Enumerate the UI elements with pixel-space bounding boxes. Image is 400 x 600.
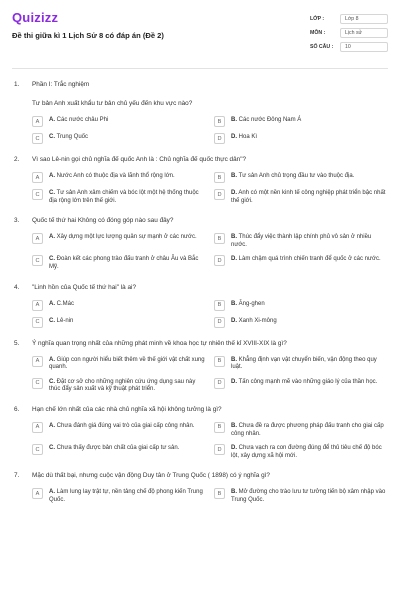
option-text	[49, 255, 206, 271]
option-d[interactable]	[214, 255, 388, 271]
option-body: Trung Quốc	[56, 134, 89, 140]
option-text	[49, 133, 88, 142]
meta-value-subject[interactable]: Lịch sử	[340, 28, 388, 38]
option-body: Mở đường cho trào lưu tư tưởng tiến bộ xâm nhập vào Trung Quốc.	[231, 489, 386, 503]
header-divider	[12, 68, 388, 69]
question-3	[12, 217, 388, 271]
option-body: Chưa vạch ra con đường đúng để thủ tiêu chế độ bóc lột, xây dựng xã hội mới.	[231, 445, 382, 459]
option-text	[231, 317, 277, 326]
option-label: B.	[231, 356, 237, 363]
option-label: D.	[231, 134, 237, 140]
option-letter-badge: D	[214, 378, 225, 389]
option-a[interactable]	[32, 488, 206, 504]
option-body: Chưa thấy được bản chất của giai cấp tư sản.	[56, 445, 180, 452]
quizizz-logo: Quizizz	[12, 10, 59, 25]
option-letter-badge: C	[32, 133, 43, 144]
meta-row-count	[310, 40, 388, 54]
option-label: C.	[49, 317, 55, 324]
option-text	[231, 116, 301, 125]
option-label: D.	[231, 378, 237, 385]
question-text: "Linh hồn của Quốc tế thứ hai" là ai?	[32, 283, 137, 291]
question-2	[12, 156, 388, 205]
question-1	[12, 81, 388, 144]
options-grid	[32, 488, 388, 504]
question-body	[32, 156, 388, 205]
question-text: Hạn chế lớn nhất của các nhà chủ nghĩa xã hội không tưởng là gì?	[32, 405, 222, 413]
option-body: C.Mác	[56, 300, 75, 307]
option-body: Đoàn kết các phong trào đấu tranh ở châu Âu và Bắc Mỹ.	[49, 256, 199, 270]
option-body: Ăng-ghen	[238, 300, 265, 307]
option-letter-badge: D	[214, 189, 225, 200]
option-c[interactable]	[32, 317, 206, 328]
option-text	[49, 300, 74, 309]
option-d[interactable]	[214, 317, 388, 328]
option-body: Các nước châu Phi	[56, 117, 109, 123]
option-a[interactable]	[32, 422, 206, 438]
option-body: Tư sản Anh xâm chiếm và bóc lột một hệ thống thuộc địa rộng lớn trên thế giới.	[49, 190, 199, 204]
question-number: 1.	[14, 81, 20, 88]
option-body: Làm chậm quá trình chiến tranh để quốc ở các nước.	[238, 256, 381, 263]
question-body	[32, 472, 388, 504]
question-text: Vì sao Lê-nin gọi chủ nghĩa đế quốc Anh là : Chủ nghĩa đế quốc thực dân"?	[32, 156, 247, 163]
option-label: B.	[231, 234, 237, 241]
option-d[interactable]	[214, 189, 388, 205]
option-label: C.	[49, 134, 55, 140]
options-grid	[32, 233, 388, 271]
option-b[interactable]	[214, 300, 388, 311]
options-grid	[32, 116, 388, 144]
option-text	[49, 488, 206, 504]
option-text	[49, 317, 73, 326]
option-body: Xanh Xi-mông	[238, 317, 277, 324]
options-grid	[32, 356, 388, 394]
option-letter-badge: B	[214, 422, 225, 433]
option-body: Xây dựng một lực lượng quân sự mạnh ở các nước.	[56, 234, 197, 241]
option-label: A.	[49, 300, 55, 307]
options-grid	[32, 422, 388, 460]
option-d[interactable]	[214, 444, 388, 460]
option-letter-badge: C	[32, 189, 43, 200]
option-label: D.	[231, 256, 237, 263]
option-a[interactable]	[32, 233, 206, 249]
meta-key: LỚP :	[310, 16, 325, 22]
question-body	[32, 340, 388, 394]
option-letter-badge: B	[214, 116, 225, 127]
question-body	[32, 81, 388, 144]
option-c[interactable]	[32, 189, 206, 205]
question-number: 3.	[14, 217, 20, 225]
option-letter-badge: A	[32, 422, 43, 433]
option-b[interactable]	[214, 488, 388, 504]
option-label: C.	[49, 190, 55, 196]
option-text	[231, 300, 265, 309]
question-number: 5.	[14, 339, 20, 347]
option-text	[231, 133, 257, 142]
option-letter-badge: D	[214, 317, 225, 328]
option-text	[49, 189, 206, 205]
question-text: Mặc dù thất bại, nhưng cuộc vận động Duy tân ở Trung Quốc ( 1898) có ý nghĩa gì?	[32, 472, 270, 480]
option-label: B.	[231, 173, 237, 179]
option-letter-badge: C	[32, 255, 43, 266]
option-letter-badge: C	[32, 378, 43, 389]
header	[0, 0, 400, 56]
option-letter-badge: B	[214, 300, 225, 311]
option-label: D.	[231, 445, 237, 452]
meta-row-class	[310, 12, 388, 26]
option-label: C.	[49, 445, 55, 452]
option-a[interactable]	[32, 116, 206, 127]
option-letter-badge: B	[214, 233, 225, 244]
option-text	[231, 233, 388, 249]
option-letter-badge: C	[32, 317, 43, 328]
question-number: 6.	[14, 405, 20, 413]
option-b[interactable]	[214, 172, 388, 183]
option-label: B.	[231, 489, 237, 496]
option-body: Chưa đề ra được phương pháp đấu tranh cho giai cấp công nhân.	[231, 422, 384, 437]
option-body: Tấn công mạnh mẽ vào những giáo lý của thần học.	[238, 378, 378, 385]
option-label: C.	[49, 378, 55, 385]
option-b[interactable]	[214, 233, 388, 249]
option-label: A.	[49, 422, 55, 429]
option-label: D.	[231, 317, 237, 324]
option-a[interactable]	[32, 300, 206, 311]
question-7	[12, 472, 388, 504]
option-letter-badge: B	[214, 488, 225, 499]
option-label: B.	[231, 422, 237, 429]
question-number: 7.	[14, 472, 20, 480]
meta-panel	[310, 12, 388, 54]
option-letter-badge: A	[32, 233, 43, 244]
question-text: Quốc tế thứ hai Không có đóng góp nào sau đây?	[32, 217, 174, 225]
option-label: D.	[231, 190, 237, 196]
option-text	[49, 378, 206, 394]
option-body: Tư sản Anh chủ trọng đầu tư vào thuộc địa.	[238, 173, 355, 179]
option-d[interactable]	[214, 378, 388, 394]
option-text	[231, 444, 388, 460]
option-body: Hoa Kì	[238, 134, 258, 140]
option-text	[49, 172, 175, 181]
option-text	[49, 422, 194, 431]
option-text	[231, 378, 377, 387]
option-letter-badge: A	[32, 488, 43, 499]
option-letter-badge: D	[214, 255, 225, 266]
option-text	[231, 356, 388, 372]
option-label: B.	[231, 117, 237, 123]
question-body	[32, 284, 388, 328]
option-body: Chưa đánh giá đúng vai trò của giai cấp công nhân.	[56, 422, 195, 429]
option-body: Thúc đẩy việc thành lập chính phủ vô sản ở nhiều nước.	[231, 234, 372, 248]
option-text	[231, 255, 381, 264]
option-label: A.	[49, 117, 55, 123]
option-c[interactable]	[32, 255, 206, 271]
option-b[interactable]	[214, 116, 388, 127]
option-text	[231, 422, 388, 438]
option-label: A.	[49, 489, 55, 496]
meta-key: SỐ CÂU :	[310, 44, 334, 50]
option-a[interactable]	[32, 172, 206, 183]
option-letter-badge: A	[32, 300, 43, 311]
option-text	[231, 172, 354, 181]
option-text	[49, 233, 197, 242]
question-5	[12, 340, 388, 394]
meta-value-class[interactable]: Lớp 8	[340, 14, 388, 24]
question-text: Ý nghĩa quan trọng nhất của những phát minh về khoa học tự nhiên thế kỉ XVIII-XIX là gì?	[32, 339, 287, 347]
question-body	[32, 217, 388, 271]
option-body: Khẳng định vạn vật chuyển biến, vận động theo quy luật.	[231, 356, 377, 371]
option-letter-badge: C	[32, 444, 43, 455]
option-body: Các nước Đông Nam Á	[238, 117, 302, 123]
question-text: Tư bản Anh xuất khẩu tư bản chủ yếu đến khu vực nào?	[32, 100, 193, 107]
option-label: C.	[49, 256, 55, 263]
option-letter-badge: D	[214, 444, 225, 455]
worksheet-title: Đề thi giữa kì 1 Lịch Sử 8 có đáp án (Đề 2)	[12, 31, 164, 40]
option-label: A.	[49, 173, 55, 179]
meta-key: MÔN :	[310, 30, 326, 36]
option-body: Lê-nin	[56, 317, 74, 324]
option-letter-badge: A	[32, 356, 43, 367]
question-list	[0, 81, 400, 505]
options-grid	[32, 172, 388, 205]
question-number: 2.	[14, 156, 20, 163]
option-label: A.	[49, 234, 55, 241]
option-body: Anh có một nền kinh tế công nghiệp phát triển bậc nhất thế giới.	[231, 190, 386, 204]
option-letter-badge: A	[32, 116, 43, 127]
section-heading: Phần I: Trắc nghiệm	[32, 81, 90, 88]
meta-value-count[interactable]: 10	[340, 42, 388, 52]
option-body: Nước Anh có thuộc địa và lãnh thổ rộng lớn.	[56, 173, 175, 179]
option-label: A.	[49, 356, 55, 363]
option-c[interactable]	[32, 378, 206, 394]
option-letter-badge: B	[214, 172, 225, 183]
option-letter-badge: B	[214, 356, 225, 367]
option-body: Giúp con người hiểu biết thêm về thế giới vật chất xung quanh.	[49, 356, 205, 371]
option-a[interactable]	[32, 356, 206, 372]
option-text	[231, 488, 388, 504]
question-6	[12, 406, 388, 460]
option-body: Đặt cơ sở cho những nghiên cứu ứng dụng sau này thúc đẩy sản xuất và kỹ thuật phát triển.	[49, 378, 196, 393]
options-grid	[32, 300, 388, 328]
meta-row-subject	[310, 26, 388, 40]
question-body	[32, 406, 388, 460]
option-c[interactable]	[32, 444, 206, 460]
option-d[interactable]	[214, 133, 388, 144]
option-text	[231, 189, 388, 205]
option-text	[49, 356, 206, 372]
option-b[interactable]	[214, 422, 388, 438]
option-letter-badge: A	[32, 172, 43, 183]
option-text	[49, 116, 108, 125]
option-c[interactable]	[32, 133, 206, 144]
option-label: B.	[231, 300, 237, 307]
question-number: 4.	[14, 283, 20, 291]
question-4	[12, 284, 388, 328]
option-body: Làm lung lay trật tự, nền tảng chế độ phong kiến Trung Quốc.	[49, 489, 203, 503]
option-b[interactable]	[214, 356, 388, 372]
option-text	[49, 444, 179, 453]
option-letter-badge: D	[214, 133, 225, 144]
